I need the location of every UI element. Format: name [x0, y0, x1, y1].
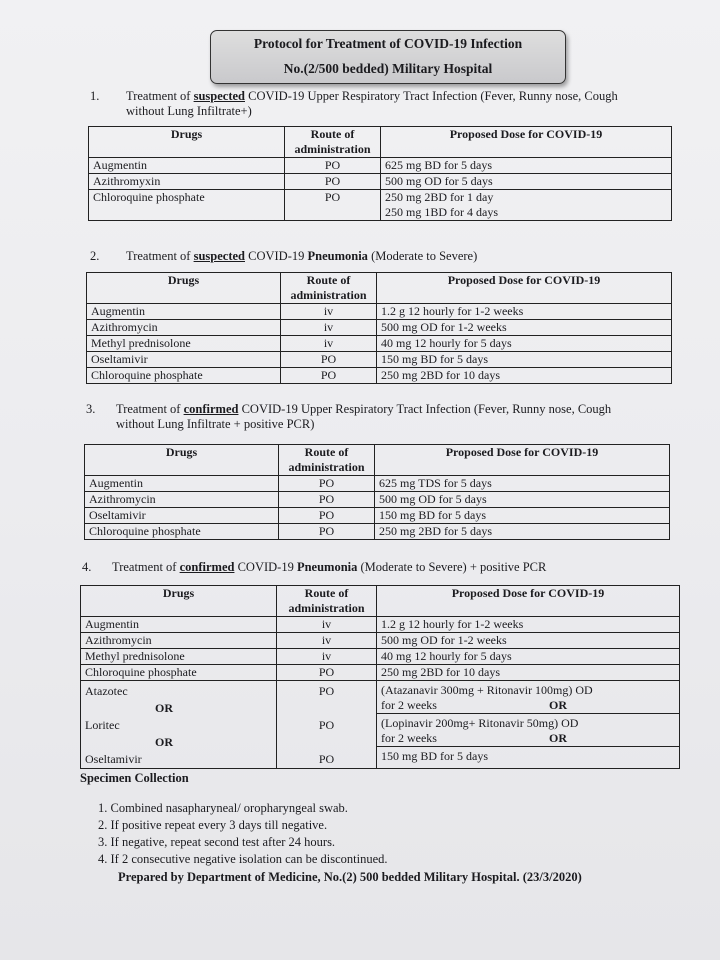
dose-cell: 250 mg 2BD for 10 days: [377, 368, 672, 384]
route-cell: iv: [277, 649, 377, 665]
heading-line-2: without Lung Infiltrate+): [126, 104, 252, 118]
heading-text: Treatment of: [126, 89, 194, 103]
table-row: [87, 352, 672, 368]
title-line-2: No.(2/500 bedded) Military Hospital: [283, 61, 493, 76]
title-box: [210, 30, 566, 84]
route-cell: PO: [279, 492, 375, 508]
drug-cell: Oseltamivir: [87, 352, 281, 368]
table-row: [87, 368, 672, 384]
or-label: OR: [155, 735, 173, 749]
drug-cell: Chloroquine phosphate: [85, 524, 279, 540]
dose-cell: 1.2 g 12 hourly for 1-2 weeks: [377, 304, 672, 320]
table-row: [87, 336, 672, 352]
drug-cell: Methyl prednisolone: [81, 649, 277, 665]
dose-cell: 500 mg OD for 1-2 weeks: [377, 633, 680, 649]
drug-name: Loritec: [85, 718, 120, 732]
col-drugs: Drugs: [89, 127, 285, 158]
route-cell: PO: [285, 158, 381, 174]
heading-text: Treatment of: [112, 560, 180, 574]
table-row: [81, 633, 680, 649]
col-route: Route of administration: [279, 445, 375, 476]
col-dose: Proposed Dose for COVID-19: [381, 127, 672, 158]
col-drugs: Drugs: [81, 586, 277, 617]
drug-cell: Azithromycin: [85, 492, 279, 508]
section-number: 2.: [90, 249, 100, 263]
table-section-2: [86, 272, 672, 384]
table-header-row: [85, 445, 670, 476]
col-route: Route of administration: [281, 273, 377, 304]
or-label: OR: [155, 701, 173, 715]
heading-text: (Moderate to Severe): [367, 249, 478, 263]
table-row: [87, 304, 672, 320]
heading-bold: Pneumonia: [307, 249, 368, 263]
or-label: OR: [548, 731, 567, 745]
table-row: [85, 492, 670, 508]
or-label: OR: [548, 698, 567, 712]
list-item: 2. If positive repeat every 3 days till negative.: [98, 818, 328, 832]
heading-keyword: confirmed: [179, 560, 235, 574]
dose-cell: 250 mg 2BD for 5 days: [375, 524, 670, 540]
table-row: [81, 617, 680, 633]
table-row: [85, 508, 670, 524]
drug-cell: Augmentin: [85, 476, 279, 492]
dose-cell: 250 mg 2BD for 10 days: [377, 665, 680, 681]
table-section-1: [88, 126, 672, 221]
route-cell: iv: [277, 617, 377, 633]
dose-cell: 1.2 g 12 hourly for 1-2 weeks: [377, 617, 680, 633]
heading-text: Treatment of: [116, 402, 184, 416]
dose-cell: 625 mg TDS for 5 days: [375, 476, 670, 492]
dose-line: (Lopinavir 200mg+ Ritonavir 50mg) OD: [381, 716, 579, 730]
heading-text: COVID-19: [234, 560, 297, 574]
drug-cell: Azithromyxin: [89, 174, 285, 190]
route-cell: PO: [281, 368, 377, 384]
drug-cell: Augmentin: [87, 304, 281, 320]
route-cell: [277, 681, 377, 769]
drug-cell: Augmentin: [81, 617, 277, 633]
dose-cell: [381, 190, 672, 221]
route-value: PO: [318, 684, 335, 698]
route-cell: iv: [281, 304, 377, 320]
col-drugs: Drugs: [85, 445, 279, 476]
dose-cell: 500 mg OD for 1-2 weeks: [377, 320, 672, 336]
drug-cell: Azithromycin: [81, 633, 277, 649]
drug-cell: Oseltamivir: [85, 508, 279, 524]
specimen-title: Specimen Collection: [80, 771, 189, 785]
route-cell: PO: [277, 665, 377, 681]
table-row: [87, 320, 672, 336]
table-row: [89, 174, 672, 190]
col-dose: Proposed Dose for COVID-19: [375, 445, 670, 476]
route-cell: PO: [279, 508, 375, 524]
dose-line: 150 mg BD for 5 days: [381, 749, 488, 763]
table-row: [89, 158, 672, 174]
col-route: Route of administration: [285, 127, 381, 158]
list-item: 4. If 2 consecutive negative isolation can be discontinued.: [98, 852, 388, 866]
col-dose: Proposed Dose for COVID-19: [377, 273, 672, 304]
dose-cell: 150 mg BD for 5 days: [377, 352, 672, 368]
drug-cell: Chloroquine phosphate: [81, 665, 277, 681]
heading-keyword: suspected: [193, 249, 245, 263]
section-number: 1.: [90, 89, 100, 103]
dose-cell: 500 mg OD for 5 days: [381, 174, 672, 190]
dose-cell: 500 mg OD for 5 days: [375, 492, 670, 508]
drug-cell: Azithromycin: [87, 320, 281, 336]
dose-line: for 2 weeks: [381, 698, 437, 712]
table-section-3: [84, 444, 670, 540]
section-number: 3.: [86, 402, 96, 416]
list-item: 1. Combined nasapharyneal/ oropharyngeal swab.: [98, 801, 348, 815]
route-value: PO: [318, 752, 335, 766]
dose-line: (Atazanavir 300mg + Ritonavir 100mg) OD: [381, 683, 593, 697]
heading-text: Treatment of: [126, 249, 194, 263]
drug-cell: Methyl prednisolone: [87, 336, 281, 352]
drug-cell: Augmentin: [89, 158, 285, 174]
footer-prepared-by: Prepared by Department of Medicine, No.(2) 500 bedded Military Hospital. (23/3/2020): [118, 870, 582, 884]
table-header-row: [89, 127, 672, 158]
table-row: [81, 665, 680, 681]
dose-line: 250 mg 1BD for 4 days: [385, 205, 498, 219]
dose-cell: 40 mg 12 hourly for 5 days: [377, 336, 672, 352]
route-cell: PO: [285, 174, 381, 190]
route-cell: PO: [279, 476, 375, 492]
col-drugs: Drugs: [87, 273, 281, 304]
specimen-steps: [98, 800, 388, 868]
route-cell: iv: [281, 320, 377, 336]
dose-line: 250 mg 2BD for 1 day: [385, 190, 494, 204]
route-cell: PO: [285, 190, 381, 221]
dose-cell: 40 mg 12 hourly for 5 days: [377, 649, 680, 665]
dose-cell: 625 mg BD for 5 days: [381, 158, 672, 174]
route-cell: iv: [277, 633, 377, 649]
route-cell: iv: [281, 336, 377, 352]
table-row-alternatives: [81, 681, 680, 769]
dose-line: for 2 weeks: [381, 731, 437, 745]
heading-text: (Moderate to Severe) + positive PCR: [357, 560, 547, 574]
heading-keyword: suspected: [193, 89, 245, 103]
route-cell: PO: [281, 352, 377, 368]
table-row: [81, 649, 680, 665]
col-route: Route of administration: [277, 586, 377, 617]
title-line-1: Protocol for Treatment of COVID-19 Infection: [253, 36, 523, 51]
route-value: PO: [318, 718, 335, 732]
col-dose: Proposed Dose for COVID-19: [377, 586, 680, 617]
heading-text: COVID-19 Upper Respiratory Tract Infection (Fever, Runny nose, Cough: [245, 89, 618, 103]
route-cell: PO: [279, 524, 375, 540]
heading-bold: Pneumonia: [296, 560, 358, 574]
heading-text: COVID-19: [245, 249, 308, 263]
table-row: [89, 190, 672, 221]
drug-cell: Chloroquine phosphate: [87, 368, 281, 384]
heading-line-2: without Lung Infiltrate + positive PCR): [116, 417, 315, 431]
table-row: [85, 476, 670, 492]
drug-cell: Chloroquine phosphate: [89, 190, 285, 221]
heading-text: COVID-19 Upper Respiratory Tract Infection (Fever, Runny nose, Cough: [238, 402, 612, 416]
drug-name: Atazotec: [85, 684, 128, 698]
table-header-row: [87, 273, 672, 304]
section-number: 4.: [82, 560, 92, 574]
list-item: 3. If negative, repeat second test after 24 hours.: [98, 835, 336, 849]
drug-cell: [81, 681, 277, 769]
table-section-4: [80, 585, 680, 769]
table-row: [85, 524, 670, 540]
heading-keyword: confirmed: [183, 402, 239, 416]
dose-cell: 150 mg BD for 5 days: [375, 508, 670, 524]
dose-cell: [377, 681, 680, 769]
table-header-row: [81, 586, 680, 617]
drug-name: Oseltamivir: [85, 752, 142, 766]
